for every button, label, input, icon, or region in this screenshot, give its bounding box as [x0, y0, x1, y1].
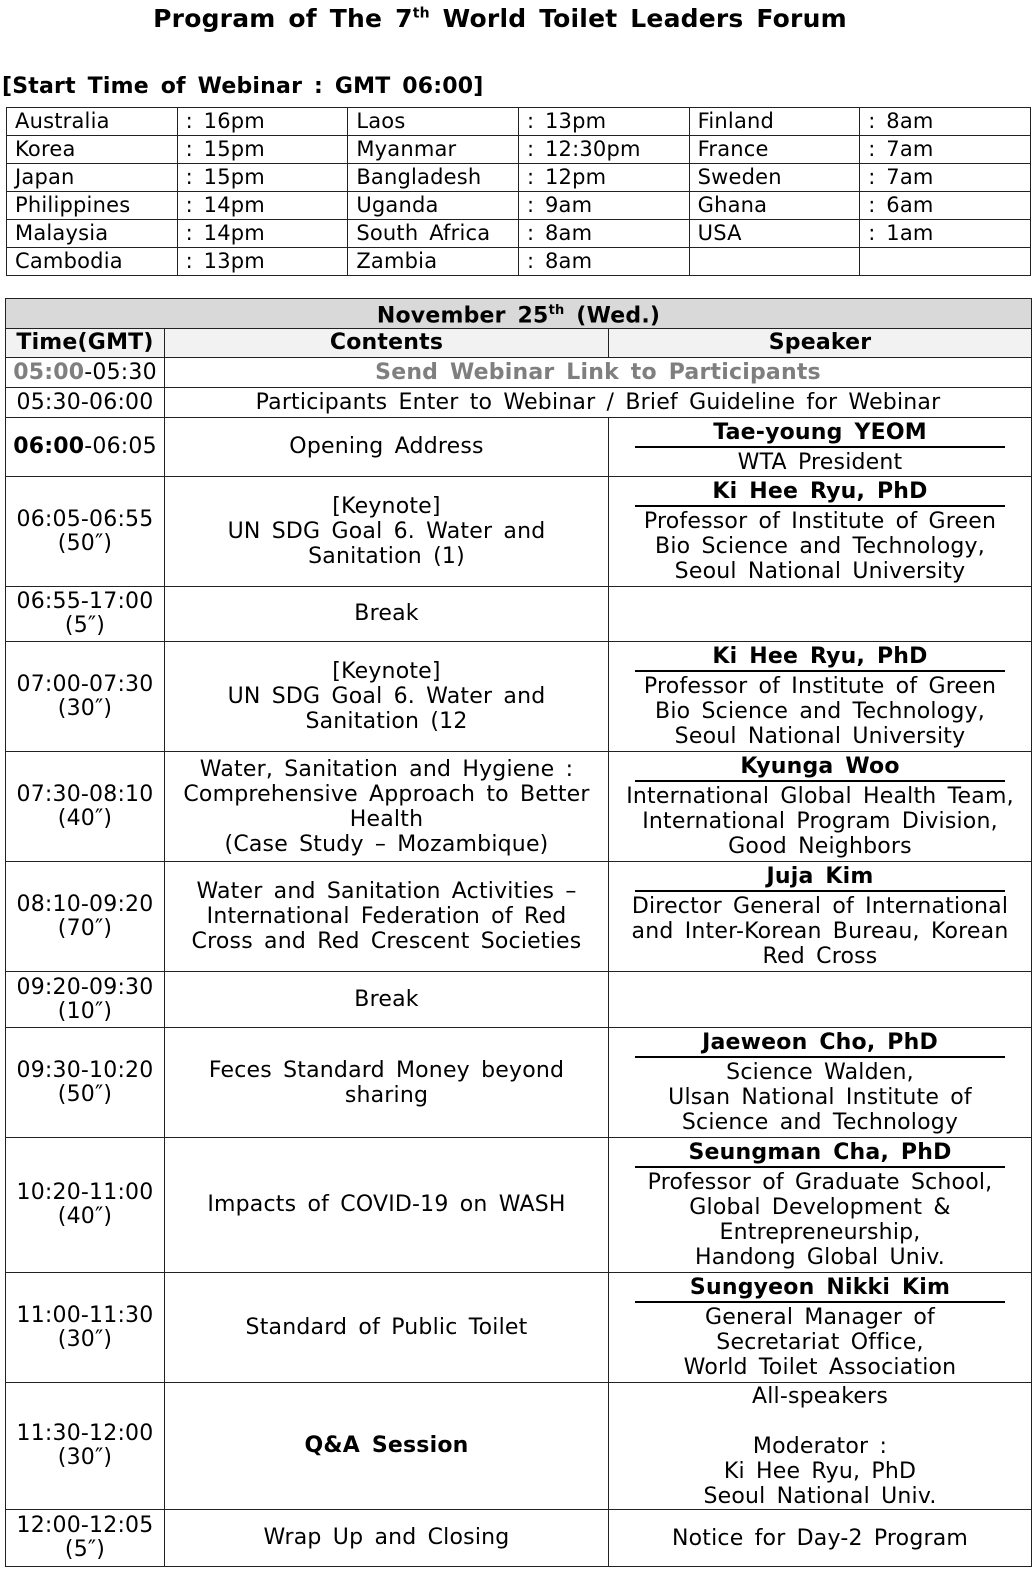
program-speaker: [609, 1510, 1032, 1567]
timezone-local-time: : 1am: [860, 220, 1031, 248]
program-time: 06:55-17:00 (5″): [6, 587, 165, 642]
program-time: 07:30-08:10 (40″): [6, 752, 165, 862]
timezone-country: USA: [689, 220, 860, 248]
timezone-country: South Africa: [348, 220, 519, 248]
timezone-row: [7, 192, 1031, 220]
timezone-time-value: 8am: [544, 221, 593, 245]
speaker-detail: Seoul National University: [674, 559, 966, 585]
program-time: 09:20-09:30 (10″): [6, 972, 165, 1028]
timezone-local-time: : 8am: [518, 220, 689, 248]
program-speaker: [609, 862, 1032, 972]
speaker-name: Tae-young YEOM: [635, 420, 1005, 448]
program-content: Water, Sanitation and Hygiene : Comprehensive Approach to Better Health (Case Study – Mozambique): [165, 752, 609, 862]
timezone-country: Sweden: [689, 164, 860, 192]
program-time: 06:05-06:55 (50″): [6, 477, 165, 587]
program-row: [6, 1383, 1032, 1510]
timezone-time-value: 13pm: [203, 249, 265, 273]
program-row: [6, 587, 1032, 642]
timezone-time-value: 15pm: [203, 165, 265, 189]
speaker-detail: Professor of Graduate School,: [647, 1170, 993, 1196]
speaker-detail: International Program Division,: [642, 809, 998, 835]
program-time: 07:00-07:30 (30″): [6, 642, 165, 752]
speaker-detail: Good Neighbors: [728, 834, 912, 860]
timezone-time-value: 1am: [886, 221, 934, 245]
program-speaker: [609, 1138, 1032, 1273]
program-time: 06:00-06:05: [6, 418, 165, 477]
speaker-detail: Professor of Institute of Green: [643, 509, 997, 535]
timezone-country: Finland: [689, 108, 860, 136]
program-row: [6, 388, 1032, 418]
program-speaker: [609, 477, 1032, 587]
timezone-country: Uganda: [348, 192, 519, 220]
speaker-detail: General Manager of: [705, 1305, 935, 1331]
day-header-row: [6, 299, 1032, 329]
program-duration: (10″): [57, 998, 113, 1024]
program-content: [Keynote] UN SDG Goal 6. Water and Sanitation (12: [165, 642, 609, 752]
header-time: Time(GMT): [6, 329, 165, 358]
header-speaker: Speaker: [609, 329, 1032, 358]
day-label: November 25th (Wed.): [6, 299, 1032, 329]
speaker-name: Ki Hee Ryu, PhD: [635, 644, 1005, 672]
timezone-country: Laos: [348, 108, 519, 136]
program-time: 05:00-05:30: [6, 358, 165, 388]
program-row: [6, 1028, 1032, 1138]
timezone-local-time: : 16pm: [177, 108, 348, 136]
speaker-detail: Science and Technology: [681, 1110, 959, 1136]
timezone-local-time: : 14pm: [177, 192, 348, 220]
speaker-detail: Red Cross: [762, 944, 878, 970]
program-row: [6, 972, 1032, 1028]
timezone-country: Australia: [7, 108, 178, 136]
speaker-name: Juja Kim: [635, 864, 1005, 892]
speaker-detail: and Inter-Korean Bureau, Korean: [631, 919, 1009, 945]
timezone-country: Cambodia: [7, 248, 178, 276]
program-duration: (30″): [57, 695, 113, 721]
timezone-time-value: 9am: [544, 193, 593, 217]
timezone-row: [7, 220, 1031, 248]
speaker-detail: Ki Hee Ryu, PhD: [723, 1458, 917, 1484]
program-time: 09:30-10:20 (50″): [6, 1028, 165, 1138]
timezone-row: [7, 248, 1031, 276]
program-row: [6, 418, 1032, 477]
timezone-country: Ghana: [689, 192, 860, 220]
timezone-time-value: 14pm: [203, 193, 265, 217]
program-speaker: [609, 1383, 1032, 1510]
program-speaker: [609, 752, 1032, 862]
speaker-detail: All-speakers: [751, 1383, 889, 1409]
timezone-country: Zambia: [348, 248, 519, 276]
program-speaker: [609, 587, 1032, 642]
program-row: [6, 862, 1032, 972]
program-speaker: [609, 418, 1032, 477]
speaker-detail: Entrepreneurship,: [719, 1220, 921, 1246]
timezone-time-value: 12:30pm: [544, 137, 641, 161]
program-content: [Keynote] UN SDG Goal 6. Water and Sanitation (1): [165, 477, 609, 587]
program-table: [5, 298, 1032, 1567]
speaker-name: Seungman Cha, PhD: [635, 1140, 1005, 1168]
speaker-detail: Notice for Day-2 Program: [671, 1525, 969, 1551]
timezone-local-time: : 12:30pm: [518, 136, 689, 164]
program-content: Water and Sanitation Activities – International Federation of Red Cross and Red Crescent Societies: [165, 862, 609, 972]
timezone-country: [689, 248, 860, 276]
timezone-local-time: : 14pm: [177, 220, 348, 248]
program-row: [6, 1138, 1032, 1273]
program-time: 12:00-12:05 (5″): [6, 1510, 165, 1567]
program-duration: (50″): [57, 530, 113, 556]
timezone-time-value: 13pm: [544, 109, 607, 133]
timezone-time-value: 7am: [886, 165, 934, 189]
program-time: 10:20-11:00 (40″): [6, 1138, 165, 1273]
timezone-time-value: 7am: [886, 137, 934, 161]
timezone-local-time: [860, 248, 1031, 276]
timezone-local-time: : 12pm: [518, 164, 689, 192]
timezone-local-time: : 13pm: [177, 248, 348, 276]
webinar-start-time: [Start Time of Webinar : GMT 06:00]: [2, 74, 484, 99]
timezone-row: [7, 136, 1031, 164]
timezone-time-value: 12pm: [544, 165, 607, 189]
program-duration: (5″): [64, 613, 106, 639]
program-row: [6, 642, 1032, 752]
timezone-local-time: : 8am: [518, 248, 689, 276]
program-row: [6, 752, 1032, 862]
program-content: Q&A Session: [165, 1383, 609, 1510]
timezone-local-time: : 8am: [860, 108, 1031, 136]
timezone-time-value: 14pm: [203, 221, 265, 245]
program-duration: (40″): [57, 1204, 113, 1230]
speaker-detail: International Global Health Team,: [626, 784, 1014, 810]
speaker-name: Sungyeon Nikki Kim: [635, 1275, 1005, 1303]
timezone-local-time: : 9am: [518, 192, 689, 220]
program-time: 11:00-11:30 (30″): [6, 1273, 165, 1383]
speaker-detail: Seoul National University: [674, 724, 966, 750]
program-row: [6, 477, 1032, 587]
speaker-detail: Handong Global Univ.: [695, 1245, 945, 1271]
timezone-country: Bangladesh: [348, 164, 519, 192]
program-duration: (50″): [57, 1081, 113, 1107]
header-contents: Contents: [165, 329, 609, 358]
program-time: 11:30-12:00 (30″): [6, 1383, 165, 1510]
program-duration: (70″): [57, 915, 113, 941]
speaker-detail: WTA President: [737, 449, 903, 475]
program-row: [6, 1510, 1032, 1567]
program-row: [6, 1273, 1032, 1383]
speaker-detail: Global Development &: [689, 1195, 951, 1221]
program-row: [6, 358, 1032, 388]
speaker-name: Jaeweon Cho, PhD: [635, 1030, 1005, 1058]
timezone-time-value: 8am: [886, 109, 934, 133]
program-time: 05:30-06:00: [6, 388, 165, 418]
speaker-detail: Bio Science and Technology,: [655, 534, 985, 560]
speaker-detail: Seoul National Univ.: [703, 1483, 937, 1509]
speaker-name: Ki Hee Ryu, PhD: [635, 479, 1005, 507]
timezone-time-value: 15pm: [203, 137, 265, 161]
speaker-detail: Secretariat Office,: [716, 1330, 924, 1356]
timezone-local-time: : 15pm: [177, 136, 348, 164]
program-time: 08:10-09:20 (70″): [6, 862, 165, 972]
program-content: Feces Standard Money beyond sharing: [165, 1028, 609, 1138]
timezone-time-value: 8am: [544, 249, 593, 273]
timezone-local-time: : 7am: [860, 136, 1031, 164]
program-duration: (30″): [57, 1445, 113, 1471]
program-content: Send Webinar Link to Participants: [165, 358, 1032, 388]
program-speaker: [609, 1273, 1032, 1383]
program-speaker: [609, 972, 1032, 1028]
page-title: Program of The 7th World Toilet Leaders Forum: [153, 4, 847, 33]
timezone-time-value: 6am: [886, 193, 934, 217]
program-duration: (30″): [57, 1326, 113, 1352]
speaker-detail: Ulsan National Institute of: [668, 1085, 972, 1111]
program-content: Standard of Public Toilet: [165, 1273, 609, 1383]
speaker-name: Kyunga Woo: [635, 754, 1005, 782]
speaker-detail: Moderator :: [752, 1433, 888, 1459]
timezone-country: Malaysia: [7, 220, 178, 248]
speaker-detail: [613, 1409, 1027, 1434]
timezone-country: Myanmar: [348, 136, 519, 164]
speaker-detail: Professor of Institute of Green: [643, 674, 997, 700]
program-content: Break: [165, 972, 609, 1028]
speaker-detail: Director General of International: [631, 894, 1009, 920]
speaker-detail: Science Walden,: [726, 1060, 914, 1086]
program-duration: (5″): [64, 1537, 106, 1563]
timezone-local-time: : 6am: [860, 192, 1031, 220]
speaker-detail: Bio Science and Technology,: [655, 699, 985, 725]
program-speaker: [609, 1028, 1032, 1138]
timezone-local-time: : 13pm: [518, 108, 689, 136]
timezone-row: [7, 164, 1031, 192]
timezone-table: [6, 107, 1031, 276]
timezone-country: Korea: [7, 136, 178, 164]
speaker-detail: World Toilet Association: [683, 1355, 957, 1381]
timezone-local-time: : 7am: [860, 164, 1031, 192]
program-content: Break: [165, 587, 609, 642]
program-content: Opening Address: [165, 418, 609, 477]
timezone-country: Japan: [7, 164, 178, 192]
program-content: Wrap Up and Closing: [165, 1510, 609, 1567]
timezone-country: France: [689, 136, 860, 164]
timezone-country: Philippines: [7, 192, 178, 220]
program-speaker: [609, 642, 1032, 752]
program-content: Impacts of COVID-19 on WASH: [165, 1138, 609, 1273]
timezone-local-time: : 15pm: [177, 164, 348, 192]
program-duration: (40″): [57, 805, 113, 831]
timezone-time-value: 16pm: [203, 109, 265, 133]
timezone-row: [7, 108, 1031, 136]
column-header-row: [6, 329, 1032, 358]
program-content: Participants Enter to Webinar / Brief Guideline for Webinar: [165, 388, 1032, 418]
